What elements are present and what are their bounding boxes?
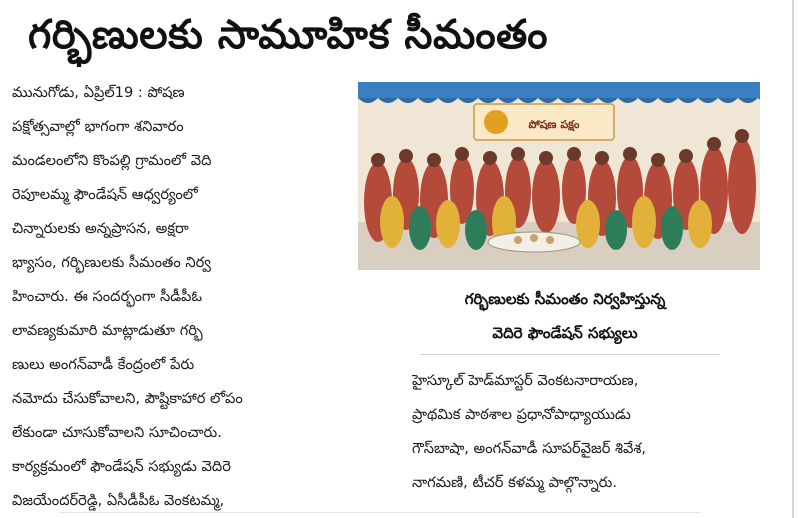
- news-photo: [358, 82, 760, 270]
- article-line: హించారు. ఈ సందర్భంగా సీడీపీఓ: [12, 288, 203, 305]
- bottom-rule: [60, 512, 700, 513]
- article-line: మునుగోడు, ఏప్రిల్19 : పోషణ: [12, 84, 185, 101]
- article-line: లావణ్యకుమారి మాట్లాడుతూ గర్భి: [12, 322, 203, 339]
- column-rule: [792, 0, 794, 518]
- article-line: మండలంలోని కొంపల్లి గ్రామంలో వెది: [12, 152, 212, 169]
- article-line: రెపూలమ్మ ఫౌండేషన్ ఆధ్వర్యంలో: [12, 186, 198, 203]
- article-line: గౌస్‌బాషా, అంగన్‌వాడీ సూపర్‌వైజర్ శివేశ,: [412, 440, 647, 457]
- article-line: ప్రాథమిక పాఠశాల ప్రధానోపాధ్యాయుడు: [412, 406, 631, 423]
- banner-text: పోషణ పక్షం: [528, 118, 580, 131]
- caption-line: వెదిరె ఫౌండేషన్ సభ్యులు: [492, 324, 638, 342]
- article-line: పక్షోత్సవాల్లో భాగంగా శనివారం: [12, 118, 184, 135]
- article-line: ణులు అంగన్‌వాడీ కేంద్రంలో పేరు: [12, 356, 195, 373]
- article-line: నమోదు చేసుకోవాలని, పౌష్టికాహార లోపం: [12, 390, 243, 407]
- article-line: చిన్నారులకు అన్నప్రాసన, అక్షరా: [12, 220, 189, 237]
- photo-illustration: [358, 82, 760, 270]
- article-line: నాగమణి, టీచర్ కళమ్మ పాల్గొన్నారు.: [412, 474, 617, 491]
- article-line: కార్యక్రమంలో ఫౌండేషన్ సభ్యుడు వెదిరె: [12, 458, 231, 475]
- article-line: హైస్కూల్ హెడ్‌మాస్టర్ వెంకటనారాయణ,: [412, 372, 639, 389]
- article-body-right: [412, 364, 782, 500]
- caption-divider: [420, 354, 720, 355]
- caption-line: గర్భిణులకు సీమంతం నిర్వహిస్తున్న: [464, 290, 666, 308]
- photo-caption: [400, 282, 730, 350]
- article-line: విజయేందర్‌రెడ్డి, ఏసీడీపీఓ వెంకటమ్మ,: [12, 492, 225, 509]
- banner-logo: [484, 110, 508, 134]
- article-line: భ్యాసం, గర్భిణులకు సీమంతం నిర్వ: [12, 254, 211, 271]
- article-body-left: [12, 76, 384, 518]
- article-line: లేకుండా చూసుకోవాలని సూచించారు.: [12, 424, 222, 441]
- headline: గర్భిణులకు సామూహిక సీమంతం: [28, 12, 549, 58]
- canopy: [358, 82, 760, 98]
